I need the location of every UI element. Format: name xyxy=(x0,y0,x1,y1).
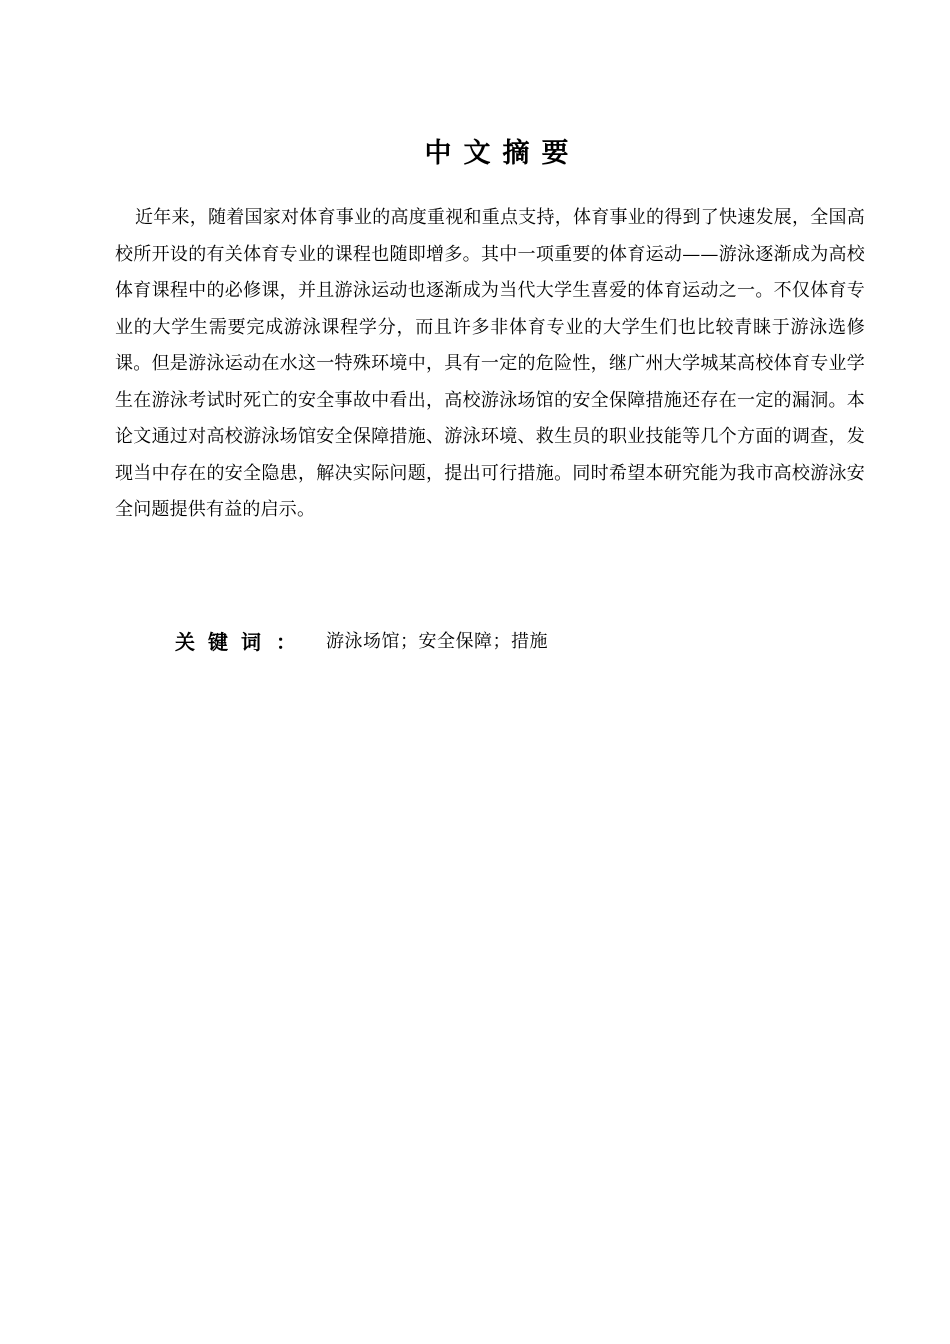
keywords-label: 关键词 xyxy=(175,629,274,654)
keywords-values: 游泳场馆；安全保障；措施 xyxy=(326,631,548,652)
keywords-row xyxy=(175,622,548,658)
page-title: 中文摘要 xyxy=(424,138,581,169)
keywords-colon: ： xyxy=(276,629,296,654)
abstract-paragraph: 近年来，随着国家对体育事业的高度重视和重点支持，体育事业的得到了快速发展，全国高校所开设的有关体育专业的课程也随即增多。其中一项重要的体育运动——游泳逐渐成为高校体育课程中的必修课，并且游泳运动也逐渐成为当代大学生喜爱的体育运动之一。不仅体育专业的大学生需要完成游泳课程学分，而且许多非体育专业的大学生们也比较青睐于游泳选修课。但是游泳运动在水这一特殊环境中，具有一定的危险性，继广州大学城某高校体育专业学生在游泳考试时死亡的安全事故中看出，高校游泳场馆的安全保障措施还存在一定的漏洞。本论文通过对高校游泳场馆安全保障措施、游泳环境、救生员的职业技能等几个方面的调查，发现当中存在的安全隐患，解决实际问题，提出可行措施。同时希望本研究能为我市高校游泳安全问题提供有益的启示。 xyxy=(115,207,865,520)
